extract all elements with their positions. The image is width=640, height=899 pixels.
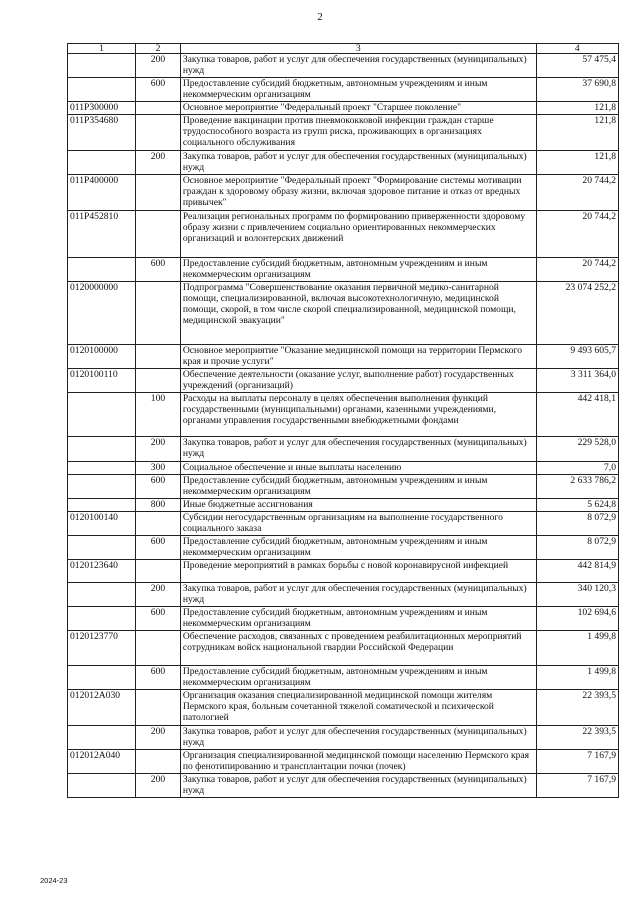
code-cell	[68, 151, 136, 175]
amount-cell: 2 633 786,2	[536, 475, 618, 499]
header-cell-4: 4	[536, 44, 618, 54]
table-row	[68, 774, 619, 798]
code-cell: 012012A030	[68, 690, 136, 726]
amount-cell: 7 167,9	[536, 774, 618, 798]
description-cell: Предоставление субсидий бюджетным, автономным учреждениям и иным некоммерческим организациям	[180, 607, 536, 631]
code-cell: 0120123640	[68, 560, 136, 583]
page-number: 2	[317, 11, 323, 23]
expense-type-cell: 100	[136, 393, 181, 437]
table-row	[68, 512, 619, 536]
expense-type-cell: 200	[136, 583, 181, 607]
amount-cell: 8 072,9	[536, 512, 618, 536]
table-row	[68, 282, 619, 345]
table-row	[68, 666, 619, 690]
expense-type-cell: 200	[136, 151, 181, 175]
table-row	[68, 175, 619, 211]
amount-cell: 1 499,8	[536, 631, 618, 666]
amount-cell: 3 311 364,0	[536, 369, 618, 393]
description-cell: Социальное обеспечение и иные выплаты населению	[180, 462, 536, 475]
code-cell	[68, 726, 136, 750]
amount-cell: 8 072,9	[536, 536, 618, 560]
table-row	[68, 560, 619, 583]
code-cell	[68, 774, 136, 798]
amount-cell: 23 074 252,2	[536, 282, 618, 345]
code-cell: 011P452810	[68, 211, 136, 258]
expense-type-cell	[136, 750, 181, 774]
amount-cell: 7 167,9	[536, 750, 618, 774]
table-row	[68, 631, 619, 666]
header-cell-2: 2	[136, 44, 181, 54]
code-cell: 0120000000	[68, 282, 136, 345]
code-cell	[68, 258, 136, 282]
table-row	[68, 437, 619, 462]
code-cell	[68, 499, 136, 512]
table-row	[68, 115, 619, 151]
description-cell: Закупка товаров, работ и услуг для обеспечения государственных (муниципальных) нужд	[180, 583, 536, 607]
amount-cell: 20 744,2	[536, 258, 618, 282]
table-row	[68, 102, 619, 115]
description-cell: Проведение вакцинации против пневмококковой инфекции граждан старше трудоспособного возраста из групп риска, проживающих в организациях социального обслуживания	[180, 115, 536, 151]
budget-table	[67, 43, 619, 798]
description-cell: Основное мероприятие "Оказание медицинской помощи на территории Пермского края и прочие услуги"	[180, 345, 536, 369]
table-row	[68, 607, 619, 631]
code-cell	[68, 462, 136, 475]
description-cell: Организация специализированной медицинской помощи населению Пермского края по фенотипированию и трансплантации почки (почек)	[180, 750, 536, 774]
table-row	[68, 78, 619, 102]
table-row	[68, 499, 619, 512]
description-cell: Обеспечение расходов, связанных с проведением реабилитационных мероприятий сотрудникам войск национальной гвардии Российской Федерации	[180, 631, 536, 666]
expense-type-cell: 600	[136, 78, 181, 102]
description-cell: Подпрограмма "Совершенствование оказания первичной медико-санитарной помощи, специализированной, включая высокотехнологичную, медицинской помощи, скорой, в том числе скорой специализированной, медицинской помощи, медицинской эвакуации"	[180, 282, 536, 345]
table-row	[68, 345, 619, 369]
code-cell: 0120100110	[68, 369, 136, 393]
amount-cell: 22 393,5	[536, 726, 618, 750]
table-row	[68, 369, 619, 393]
header-cell-3: 3	[180, 44, 536, 54]
table-row	[68, 536, 619, 560]
code-cell	[68, 536, 136, 560]
expense-type-cell	[136, 512, 181, 536]
expense-type-cell	[136, 115, 181, 151]
table-row	[68, 583, 619, 607]
code-cell	[68, 607, 136, 631]
expense-type-cell	[136, 211, 181, 258]
description-cell: Расходы на выплаты персоналу в целях обеспечения выполнения функций государственными (муниципальными) органами, казенными учреждениями, органами управления государственными внебюджетными фондами	[180, 393, 536, 437]
footer-code: 2024-23	[40, 876, 68, 885]
header-cell-1: 1	[68, 44, 136, 54]
code-cell	[68, 666, 136, 690]
expense-type-cell	[136, 560, 181, 583]
amount-cell: 5 624,8	[536, 499, 618, 512]
code-cell	[68, 583, 136, 607]
expense-type-cell: 800	[136, 499, 181, 512]
amount-cell: 121,8	[536, 151, 618, 175]
amount-cell: 442 814,9	[536, 560, 618, 583]
table-row	[68, 726, 619, 750]
code-cell: 0120123770	[68, 631, 136, 666]
code-cell: 0120100000	[68, 345, 136, 369]
expense-type-cell: 600	[136, 258, 181, 282]
description-cell: Предоставление субсидий бюджетным, автономным учреждениям и иным некоммерческим организациям	[180, 475, 536, 499]
description-cell: Закупка товаров, работ и услуг для обеспечения государственных (муниципальных) нужд	[180, 774, 536, 798]
code-cell	[68, 393, 136, 437]
code-cell: 012012A040	[68, 750, 136, 774]
expense-type-cell: 600	[136, 475, 181, 499]
code-cell: 011P300000	[68, 102, 136, 115]
expense-type-cell	[136, 345, 181, 369]
table-row	[68, 211, 619, 258]
expense-type-cell: 200	[136, 54, 181, 78]
amount-cell: 102 694,6	[536, 607, 618, 631]
expense-type-cell: 600	[136, 536, 181, 560]
expense-type-cell: 600	[136, 607, 181, 631]
code-cell	[68, 78, 136, 102]
amount-cell: 7,0	[536, 462, 618, 475]
table-row	[68, 475, 619, 499]
amount-cell: 22 393,5	[536, 690, 618, 726]
amount-cell: 340 120,3	[536, 583, 618, 607]
code-cell	[68, 54, 136, 78]
description-cell: Основное мероприятие "Федеральный проект "Формирование системы мотивации граждан к здоровому образу жизни, включая здоровое питание и отказ от вредных привычек"	[180, 175, 536, 211]
expense-type-cell	[136, 631, 181, 666]
code-cell: 0120100140	[68, 512, 136, 536]
description-cell: Закупка товаров, работ и услуг для обеспечения государственных (муниципальных) нужд	[180, 437, 536, 462]
description-cell: Иные бюджетные ассигнования	[180, 499, 536, 512]
description-cell: Организация оказания специализированной медицинской помощи жителям Пермского края, больным сочетанной тяжелой соматической и психической патологией	[180, 690, 536, 726]
table-row	[68, 54, 619, 78]
description-cell: Закупка товаров, работ и услуг для обеспечения государственных (муниципальных) нужд	[180, 54, 536, 78]
description-cell: Предоставление субсидий бюджетным, автономным учреждениям и иным некоммерческим организациям	[180, 666, 536, 690]
expense-type-cell	[136, 690, 181, 726]
code-cell: 011P354680	[68, 115, 136, 151]
table-row	[68, 750, 619, 774]
description-cell: Предоставление субсидий бюджетным, автономным учреждениям и иным некоммерческим организациям	[180, 258, 536, 282]
description-cell: Субсидии негосударственным организациям на выполнение государственного социального заказа	[180, 512, 536, 536]
description-cell: Реализация региональных программ по формированию приверженности здоровому образу жизни с привлечением социально ориентированных некоммерческих организаций и волонтерских движений	[180, 211, 536, 258]
table-row	[68, 393, 619, 437]
expense-type-cell	[136, 102, 181, 115]
table-row	[68, 258, 619, 282]
code-cell: 011P400000	[68, 175, 136, 211]
amount-cell: 229 528,0	[536, 437, 618, 462]
code-cell	[68, 437, 136, 462]
amount-cell: 121,8	[536, 102, 618, 115]
table-row	[68, 690, 619, 726]
expense-type-cell: 200	[136, 437, 181, 462]
expense-type-cell: 300	[136, 462, 181, 475]
table-row	[68, 462, 619, 475]
expense-type-cell	[136, 282, 181, 345]
amount-cell: 20 744,2	[536, 175, 618, 211]
table-row	[68, 151, 619, 175]
expense-type-cell: 600	[136, 666, 181, 690]
description-cell: Проведение мероприятий в рамках борьбы с новой коронавирусной инфекцией	[180, 560, 536, 583]
amount-cell: 57 475,4	[536, 54, 618, 78]
amount-cell: 121,8	[536, 115, 618, 151]
description-cell: Закупка товаров, работ и услуг для обеспечения государственных (муниципальных) нужд	[180, 151, 536, 175]
amount-cell: 37 690,8	[536, 78, 618, 102]
description-cell: Предоставление субсидий бюджетным, автономным учреждениям и иным некоммерческим организациям	[180, 536, 536, 560]
expense-type-cell: 200	[136, 726, 181, 750]
description-cell: Основное мероприятие "Федеральный проект "Старшее поколение"	[180, 102, 536, 115]
description-cell: Обеспечение деятельности (оказание услуг, выполнение работ) государственных учреждений (организаций)	[180, 369, 536, 393]
amount-cell: 442 418,1	[536, 393, 618, 437]
amount-cell: 1 499,8	[536, 666, 618, 690]
table-header-row	[68, 44, 619, 54]
expense-type-cell: 200	[136, 774, 181, 798]
description-cell: Предоставление субсидий бюджетным, автономным учреждениям и иным некоммерческим организациям	[180, 78, 536, 102]
code-cell	[68, 475, 136, 499]
amount-cell: 9 493 605,7	[536, 345, 618, 369]
description-cell: Закупка товаров, работ и услуг для обеспечения государственных (муниципальных) нужд	[180, 726, 536, 750]
amount-cell: 20 744,2	[536, 211, 618, 258]
expense-type-cell	[136, 175, 181, 211]
expense-type-cell	[136, 369, 181, 393]
